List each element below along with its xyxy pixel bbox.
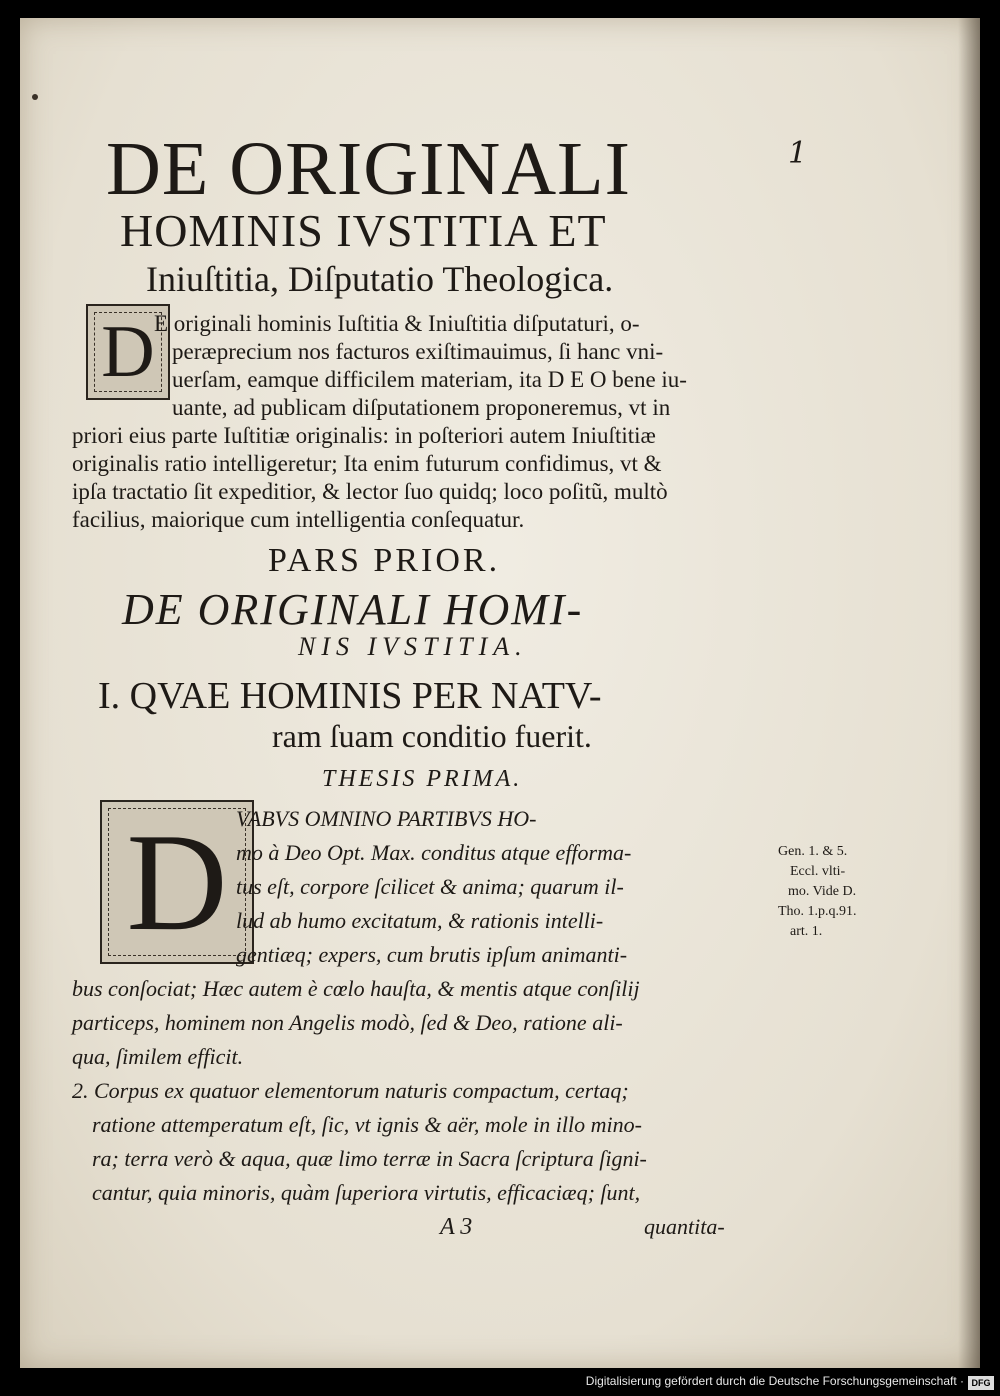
thesis-line: bus conſociat; Hæc autem è cœlo hauſta, & mentis atque conſilij bbox=[72, 976, 640, 1001]
margin-note: Eccl. vlti- bbox=[790, 864, 846, 879]
intro-line: ipſa tractatio ſit expeditior, & lector ſuo quidq; loco poſitũ, multò bbox=[72, 479, 668, 504]
signature-mark: A 3 bbox=[440, 1214, 473, 1240]
intro-line: uerſam, eamque difficilem materiam, ita D E O bene iu- bbox=[172, 367, 687, 392]
thesis-line: qua, ſimilem efficit. bbox=[72, 1044, 244, 1069]
thesis-line: 2. Corpus ex quatuor elementorum naturis compactum, certaq; bbox=[72, 1078, 629, 1103]
dfg-logo-icon: DFG bbox=[968, 1376, 994, 1390]
decorated-initial-thesis bbox=[100, 800, 254, 964]
folio-number: 1 bbox=[788, 136, 808, 171]
thesis-line: tus eſt, corpore ſcilicet & anima; quarum il- bbox=[236, 874, 624, 899]
ink-dot bbox=[32, 94, 38, 100]
initial-letter: D bbox=[126, 804, 228, 960]
initial-ornament bbox=[94, 312, 162, 392]
margin-note: Gen. 1. & 5. bbox=[778, 844, 848, 859]
intro-line: E originali hominis Iuſtitia & Iniuſtitia diſputaturi, o- bbox=[154, 311, 640, 336]
thesis-line: VABVS OMNINO PARTIBVS HO- bbox=[236, 806, 537, 831]
intro-line: priori eius parte Iuſtitiæ originalis: in poſteriori autem Iniuſtitiæ bbox=[72, 423, 656, 448]
thesis-line: ra; terra verò & aqua, quæ limo terræ in Sacra ſcriptura ſigni- bbox=[92, 1146, 647, 1171]
section-heading-2: ram ſuam conditio fuerit. bbox=[272, 718, 592, 754]
footer-credit: Digitalisierung gefördert durch die Deutsche Forschungsgemeinschaft · bbox=[585, 1374, 964, 1388]
thesis-line: mo à Deo Opt. Max. conditus atque efforma- bbox=[236, 840, 632, 865]
pars-heading: PARS PRIOR. bbox=[268, 542, 501, 579]
intro-line: peræprecium nos facturos exiſtimauimus, ſi hanc vni- bbox=[172, 339, 664, 364]
title-line-3: Iniuſtitia, Diſputatio Theologica. bbox=[146, 259, 614, 299]
title-line-2: HOMINIS IVSTITIA ET bbox=[120, 205, 607, 256]
thesis-line: particeps, hominem non Angelis modò, ſed & Deo, ratione ali- bbox=[72, 1010, 623, 1035]
intro-line: uante, ad publicam diſputationem proponeremus, vt in bbox=[172, 395, 671, 420]
book-page bbox=[20, 18, 980, 1368]
initial-ornament bbox=[108, 808, 246, 956]
thesis-heading: THESIS PRIMA. bbox=[322, 766, 523, 792]
margin-note: art. 1. bbox=[790, 924, 823, 939]
title-line-1: DE ORIGINALI bbox=[106, 127, 631, 211]
page-gutter-shadow bbox=[958, 18, 980, 1368]
section-heading-1: I. QVAE HOMINIS PER NATV- bbox=[98, 675, 602, 717]
thesis-line: ratione attemperatum eſt, ſic, vt ignis & aër, mole in illo mino- bbox=[92, 1112, 642, 1137]
thesis-line: lud ab humo excitatum, & rationis intelli- bbox=[236, 908, 604, 933]
intro-line: originalis ratio intelligeretur; Ita enim futurum confidimus, vt & bbox=[72, 451, 662, 476]
intro-line: facilius, maiorique cum intelligentia conſequatur. bbox=[72, 507, 525, 532]
pars-subheading-2: NIS IVSTITIA. bbox=[298, 632, 528, 661]
thesis-line: cantur, quia minoris, quàm ſuperiora virtutis, efficaciæq; ſunt, bbox=[92, 1180, 641, 1205]
margin-note: mo. Vide D. bbox=[788, 884, 857, 899]
pars-subheading-1: DE ORIGINALI HOMI- bbox=[122, 585, 584, 634]
initial-letter: D bbox=[101, 310, 155, 393]
catchword: quantita- bbox=[644, 1214, 725, 1239]
margin-note: Tho. 1.p.q.91. bbox=[778, 904, 857, 919]
thesis-line: gentiæq; expers, cum brutis ipſum animanti- bbox=[236, 942, 628, 967]
